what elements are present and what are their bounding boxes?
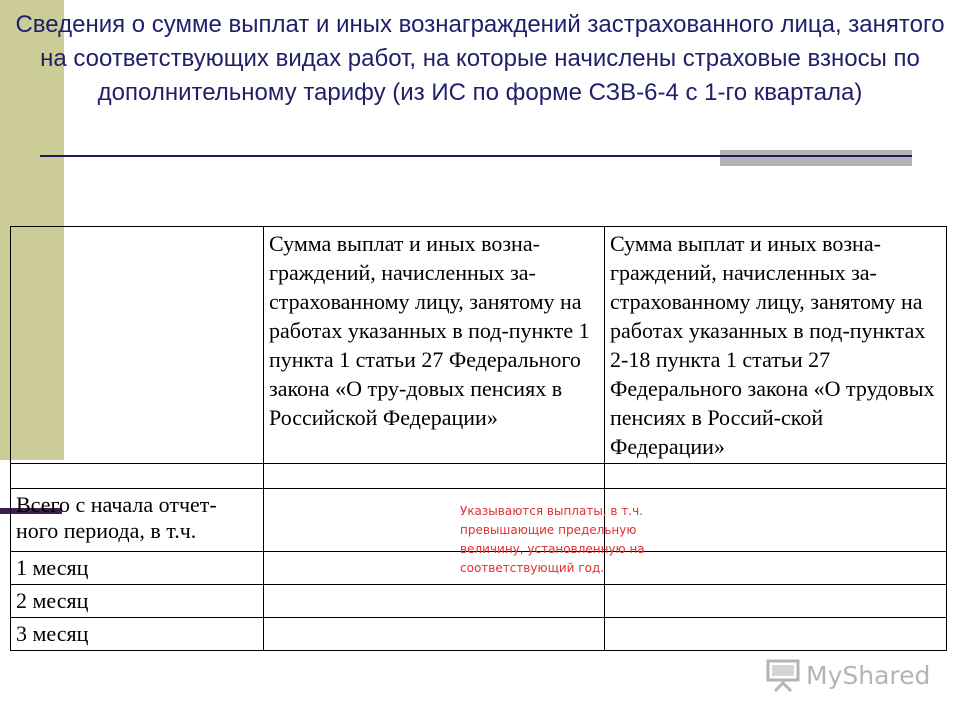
annotation-note: Указываются выплаты, в т.ч. превышающие предельную величину, установленную на соответствующий год. xyxy=(460,504,645,575)
row-label: 3 месяц xyxy=(11,618,264,651)
table-cell xyxy=(605,585,947,618)
table-row-month-3 xyxy=(11,618,947,651)
table-spacer-row xyxy=(11,464,947,489)
slide-title: Сведения о сумме выплат и иных вознаграждений застрахованного лица, занятого на соответствующих видах работ, на которые начислены страховые взносы по дополнительному тарифу (из ИС по форме СЗВ-6-4 с 1-го квартала) xyxy=(15,11,945,106)
table-cell xyxy=(264,585,605,618)
presentation-board-icon xyxy=(765,658,801,692)
header-cell-subparagraph-1: Сумма выплат и иных возна-граждений, начисленных за-страхованному лицу, занятому на работах указанных в под-пункте 1 пункта 1 статьи 27 Федерального закона «О тру-довых пенсиях в Российской Федерации» xyxy=(264,227,605,464)
title-accent-bar xyxy=(720,150,912,166)
row-label: 2 месяц xyxy=(11,585,264,618)
row-label: Всего с начала отчет-ного периода, в т.ч. xyxy=(11,489,264,552)
table-header-row xyxy=(11,227,947,464)
header-cell-empty xyxy=(11,227,264,464)
table-cell xyxy=(605,618,947,651)
table-cell xyxy=(264,464,605,489)
table-cell xyxy=(11,464,264,489)
table-row-month-2 xyxy=(11,585,947,618)
table-cell xyxy=(264,618,605,651)
row-label: 1 месяц xyxy=(11,552,264,585)
header-cell-subparagraphs-2-18: Сумма выплат и иных возна-граждений, начисленных за-страхованному лицу, занятому на работах указанных в под-пунктах 2-18 пункта 1 статьи 27 Федерального закона «О трудовых пенсиях в Россий-ской Федерации» xyxy=(605,227,947,464)
title-underline xyxy=(40,155,912,157)
payments-table xyxy=(10,226,947,651)
table-cell xyxy=(605,464,947,489)
watermark-text: MyShared xyxy=(806,660,931,690)
watermark-logo xyxy=(765,657,930,693)
